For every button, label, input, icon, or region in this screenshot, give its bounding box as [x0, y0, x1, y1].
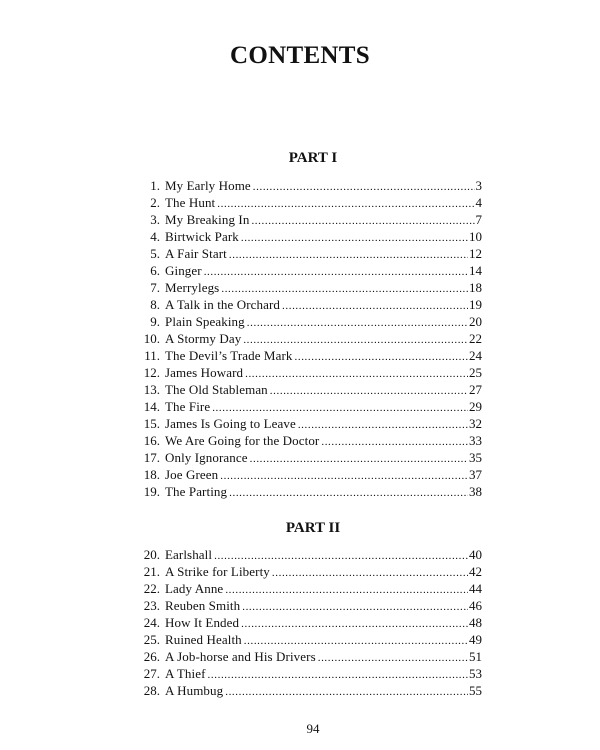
- dot-leader: [229, 485, 468, 502]
- chapter-title: Ruined Health: [165, 632, 242, 647]
- dot-leader: [241, 230, 468, 247]
- chapter-title: Plain Speaking: [165, 314, 245, 329]
- chapter-page-number: 18: [469, 280, 482, 295]
- chapter-page-number: 19: [469, 297, 482, 312]
- chapter-page-number: 53: [469, 666, 482, 681]
- chapter-page-number: 12: [469, 246, 482, 261]
- chapter-number: 11.: [144, 348, 160, 363]
- chapter-page-number: 40: [469, 547, 482, 562]
- chapter-number: 26.: [143, 649, 160, 664]
- chapter-number: 16.: [143, 433, 160, 448]
- chapter-number: 23.: [143, 598, 160, 613]
- chapter-title: Merrylegs: [165, 280, 220, 295]
- dot-leader: [241, 616, 468, 633]
- chapter-number: 15.: [143, 416, 160, 431]
- dot-leader: [242, 599, 468, 616]
- dot-leader: [225, 684, 468, 701]
- dot-leader: [253, 179, 475, 196]
- toc-entry: [133, 211, 482, 228]
- chapter-title: A Thief: [165, 666, 206, 681]
- dot-leader: [270, 383, 468, 400]
- chapter-page-number: 29: [469, 399, 482, 414]
- chapter-page-number: 7: [475, 212, 482, 227]
- dot-leader: [321, 434, 468, 451]
- toc-entry: [133, 177, 482, 194]
- part-heading-part-1: PART I: [288, 150, 338, 166]
- chapter-number: 4.: [150, 229, 160, 244]
- chapter-page-number: 20: [469, 314, 482, 329]
- toc-entry: [133, 245, 482, 262]
- chapter-page-number: 42: [469, 564, 482, 579]
- chapter-title: My Early Home: [165, 178, 251, 193]
- chapter-page-number: 51: [469, 649, 482, 664]
- toc-entry: [133, 381, 482, 398]
- chapter-page-number: 55: [469, 683, 482, 698]
- chapter-page-number: 14: [469, 263, 482, 278]
- toc-list-part-1: [133, 177, 482, 500]
- toc-entry: [133, 432, 482, 449]
- chapter-page-number: 33: [469, 433, 482, 448]
- chapter-title: A Stormy Day: [165, 331, 242, 346]
- chapter-page-number: 49: [469, 632, 482, 647]
- toc-entry: [133, 665, 482, 682]
- chapter-number: 21.: [143, 564, 160, 579]
- dot-leader: [250, 451, 468, 468]
- chapter-page-number: 44: [469, 581, 482, 596]
- page-title: CONTENTS: [230, 42, 370, 69]
- toc-list-part-2: [133, 546, 482, 699]
- chapter-number: 13.: [143, 382, 160, 397]
- dot-leader: [295, 349, 469, 366]
- chapter-title: Joe Green: [165, 467, 219, 482]
- chapter-number: 8.: [150, 297, 160, 312]
- chapter-title: A Humbug: [165, 683, 224, 698]
- toc-entry: [133, 546, 482, 563]
- chapter-number: 10.: [143, 331, 160, 346]
- chapter-page-number: 37: [469, 467, 482, 482]
- chapter-page-number: 48: [469, 615, 482, 630]
- toc-entry: [133, 631, 482, 648]
- dot-leader: [245, 366, 468, 383]
- chapter-page-number: 32: [469, 416, 482, 431]
- chapter-title: How It Ended: [165, 615, 240, 630]
- chapter-page-number: 22: [469, 331, 482, 346]
- toc-entry: [133, 279, 482, 296]
- chapter-title: A Fair Start: [165, 246, 227, 261]
- chapter-title: Birtwick Park: [165, 229, 239, 244]
- chapter-number: 22.: [143, 581, 160, 596]
- chapter-number: 18.: [143, 467, 160, 482]
- chapter-title: A Talk in the Orchard: [165, 297, 281, 312]
- dot-leader: [298, 417, 468, 434]
- dot-leader: [282, 298, 468, 315]
- chapter-number: 1.: [150, 178, 160, 193]
- toc-entry: [133, 682, 482, 699]
- toc-entry: [133, 449, 482, 466]
- chapter-number: 19.: [143, 484, 160, 499]
- chapter-title: Reuben Smith: [165, 598, 241, 613]
- chapter-page-number: 3: [475, 178, 482, 193]
- toc-entry: [133, 466, 482, 483]
- chapter-page-number: 24: [469, 348, 482, 363]
- chapter-number: 5.: [150, 246, 160, 261]
- chapter-page-number: 10: [469, 229, 482, 244]
- dot-leader: [208, 667, 468, 684]
- dot-leader: [247, 315, 468, 332]
- toc-entry: [133, 415, 482, 432]
- toc-entry: [133, 364, 482, 381]
- chapter-page-number: 46: [469, 598, 482, 613]
- chapter-page-number: 35: [469, 450, 482, 465]
- chapter-title: The Parting: [165, 484, 228, 499]
- toc-entry: [133, 483, 482, 500]
- chapter-number: 24.: [143, 615, 160, 630]
- chapter-number: 20.: [143, 547, 160, 562]
- dot-leader: [204, 264, 468, 281]
- chapter-title: My Breaking In: [165, 212, 250, 227]
- chapter-number: 2.: [150, 195, 160, 210]
- chapter-page-number: 27: [469, 382, 482, 397]
- chapter-title: A Strike for Liberty: [165, 564, 270, 579]
- dot-leader: [272, 565, 468, 582]
- toc-entry: [133, 398, 482, 415]
- toc-entry: [133, 597, 482, 614]
- chapter-title: Only Ignorance: [165, 450, 248, 465]
- toc-entry: [133, 648, 482, 665]
- chapter-number: 9.: [150, 314, 160, 329]
- dot-leader: [225, 582, 468, 599]
- chapter-title: We Are Going for the Doctor: [165, 433, 320, 448]
- toc-entry: [133, 296, 482, 313]
- chapter-page-number: 25: [469, 365, 482, 380]
- dot-leader: [217, 196, 474, 213]
- chapter-number: 3.: [150, 212, 160, 227]
- chapter-title: The Fire: [165, 399, 211, 414]
- chapter-title: Lady Anne: [165, 581, 224, 596]
- part-heading-part-2: PART II: [285, 520, 341, 536]
- toc-entry: [133, 614, 482, 631]
- dot-leader: [220, 468, 468, 485]
- chapter-page-number: 4: [475, 195, 482, 210]
- chapter-title: James Howard: [165, 365, 244, 380]
- page-number: 94: [306, 721, 320, 736]
- chapter-number: 6.: [150, 263, 160, 278]
- dot-leader: [229, 247, 468, 264]
- toc-entry: [133, 563, 482, 580]
- chapter-number: 14.: [143, 399, 160, 414]
- toc-entry: [133, 347, 482, 364]
- chapter-title: James Is Going to Leave: [165, 416, 296, 431]
- chapter-title: The Devil’s Trade Mark: [165, 348, 293, 363]
- toc-entry: [133, 580, 482, 597]
- chapter-number: 12.: [143, 365, 160, 380]
- chapter-number: 7.: [150, 280, 160, 295]
- toc-entry: [133, 313, 482, 330]
- chapter-title: Earlshall: [165, 547, 213, 562]
- chapter-title: A Job-horse and His Drivers: [165, 649, 316, 664]
- toc-entry: [133, 330, 482, 347]
- chapter-title: Ginger: [165, 263, 202, 278]
- dot-leader: [251, 213, 474, 230]
- dot-leader: [318, 650, 468, 667]
- chapter-number: 17.: [143, 450, 160, 465]
- chapter-number: 25.: [143, 632, 160, 647]
- chapter-title: The Hunt: [165, 195, 216, 210]
- chapter-number: 27.: [143, 666, 160, 681]
- toc-entry: [133, 194, 482, 211]
- chapter-number: 28.: [143, 683, 160, 698]
- toc-entry: [133, 262, 482, 279]
- chapter-title: The Old Stableman: [165, 382, 268, 397]
- toc-entry: [133, 228, 482, 245]
- chapter-page-number: 38: [469, 484, 482, 499]
